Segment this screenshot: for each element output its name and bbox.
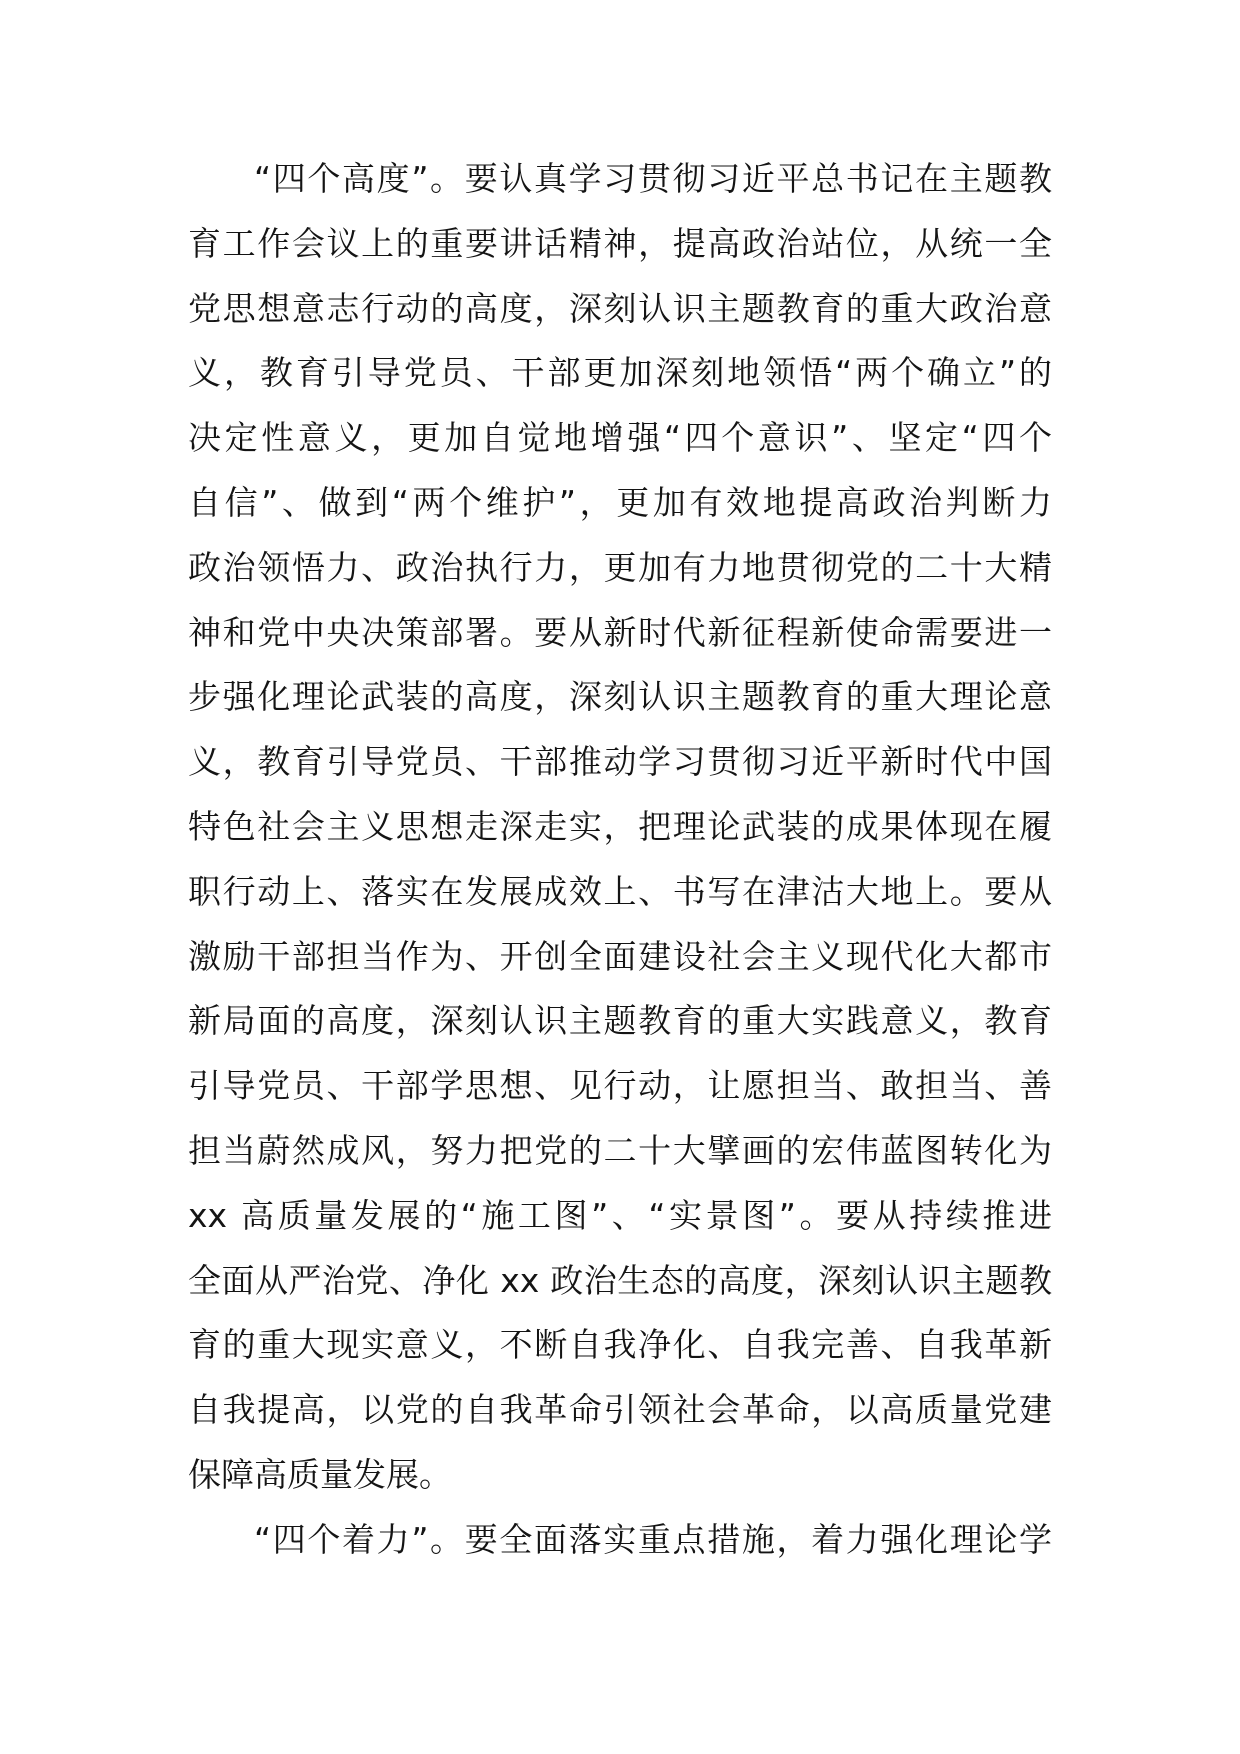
text-line: “四个着力”。要全面落实重点措施，着力强化理论学 — [254, 1519, 1052, 1559]
text-line: 激励干部担当作为、开创全面建设社会主义现代化大都市 — [188, 936, 1052, 976]
text-line: 自信”、做到“两个维护”，更加有效地提高政治判断力 — [188, 482, 1052, 522]
text-line: 引导党员、干部学思想、见行动，让愿担当、敢担当、善 — [188, 1066, 1052, 1106]
text-line: 保障高质量发展。 — [188, 1454, 452, 1494]
text-line: 全面从严治党、净化 xx 政治生态的高度，深刻认识主题教 — [188, 1260, 1052, 1300]
text-line: 育工作会议上的重要讲话精神，提高政治站位，从统一全 — [188, 223, 1052, 263]
text-line: 政治领悟力、政治执行力，更加有力地贯彻党的二十大精 — [188, 547, 1052, 587]
text-line: 义，教育引导党员、干部推动学习贯彻习近平新时代中国 — [188, 742, 1052, 782]
text-line: 职行动上、落实在发展成效上、书写在津沽大地上。要从 — [188, 871, 1052, 911]
text-line: 决定性意义，更加自觉地增强“四个意识”、坚定“四个 — [188, 418, 1052, 458]
text-line: 党思想意志行动的高度，深刻认识主题教育的重大政治意 — [188, 288, 1052, 328]
paragraph-four-heights — [188, 147, 1052, 1508]
text-line: xx 高质量发展的“施工图”、“实景图”。要从持续推进 — [188, 1195, 1052, 1235]
text-line: “四个高度”。要认真学习贯彻习近平总书记在主题教 — [254, 159, 1052, 198]
text-line: 步强化理论武装的高度，深刻认识主题教育的重大理论意 — [188, 677, 1052, 717]
text-line: 神和党中央决策部署。要从新时代新征程新使命需要进一 — [188, 612, 1052, 652]
text-line: 育的重大现实意义，不断自我净化、自我完善、自我革新 — [188, 1325, 1052, 1365]
body-text — [188, 147, 1052, 1573]
text-line: 义，教育引导党员、干部更加深刻地领悟“两个确立”的 — [188, 353, 1052, 393]
text-line: 担当蔚然成风，努力把党的二十大擘画的宏伟蓝图转化为 — [188, 1130, 1052, 1170]
text-line: 新局面的高度，深刻认识主题教育的重大实践意义，教育 — [188, 1001, 1052, 1041]
text-line: 特色社会主义思想走深走实，把理论武装的成果体现在履 — [188, 806, 1052, 846]
text-line: 自我提高，以党的自我革命引领社会革命，以高质量党建 — [188, 1390, 1052, 1430]
paragraph-four-efforts — [188, 1508, 1052, 1573]
